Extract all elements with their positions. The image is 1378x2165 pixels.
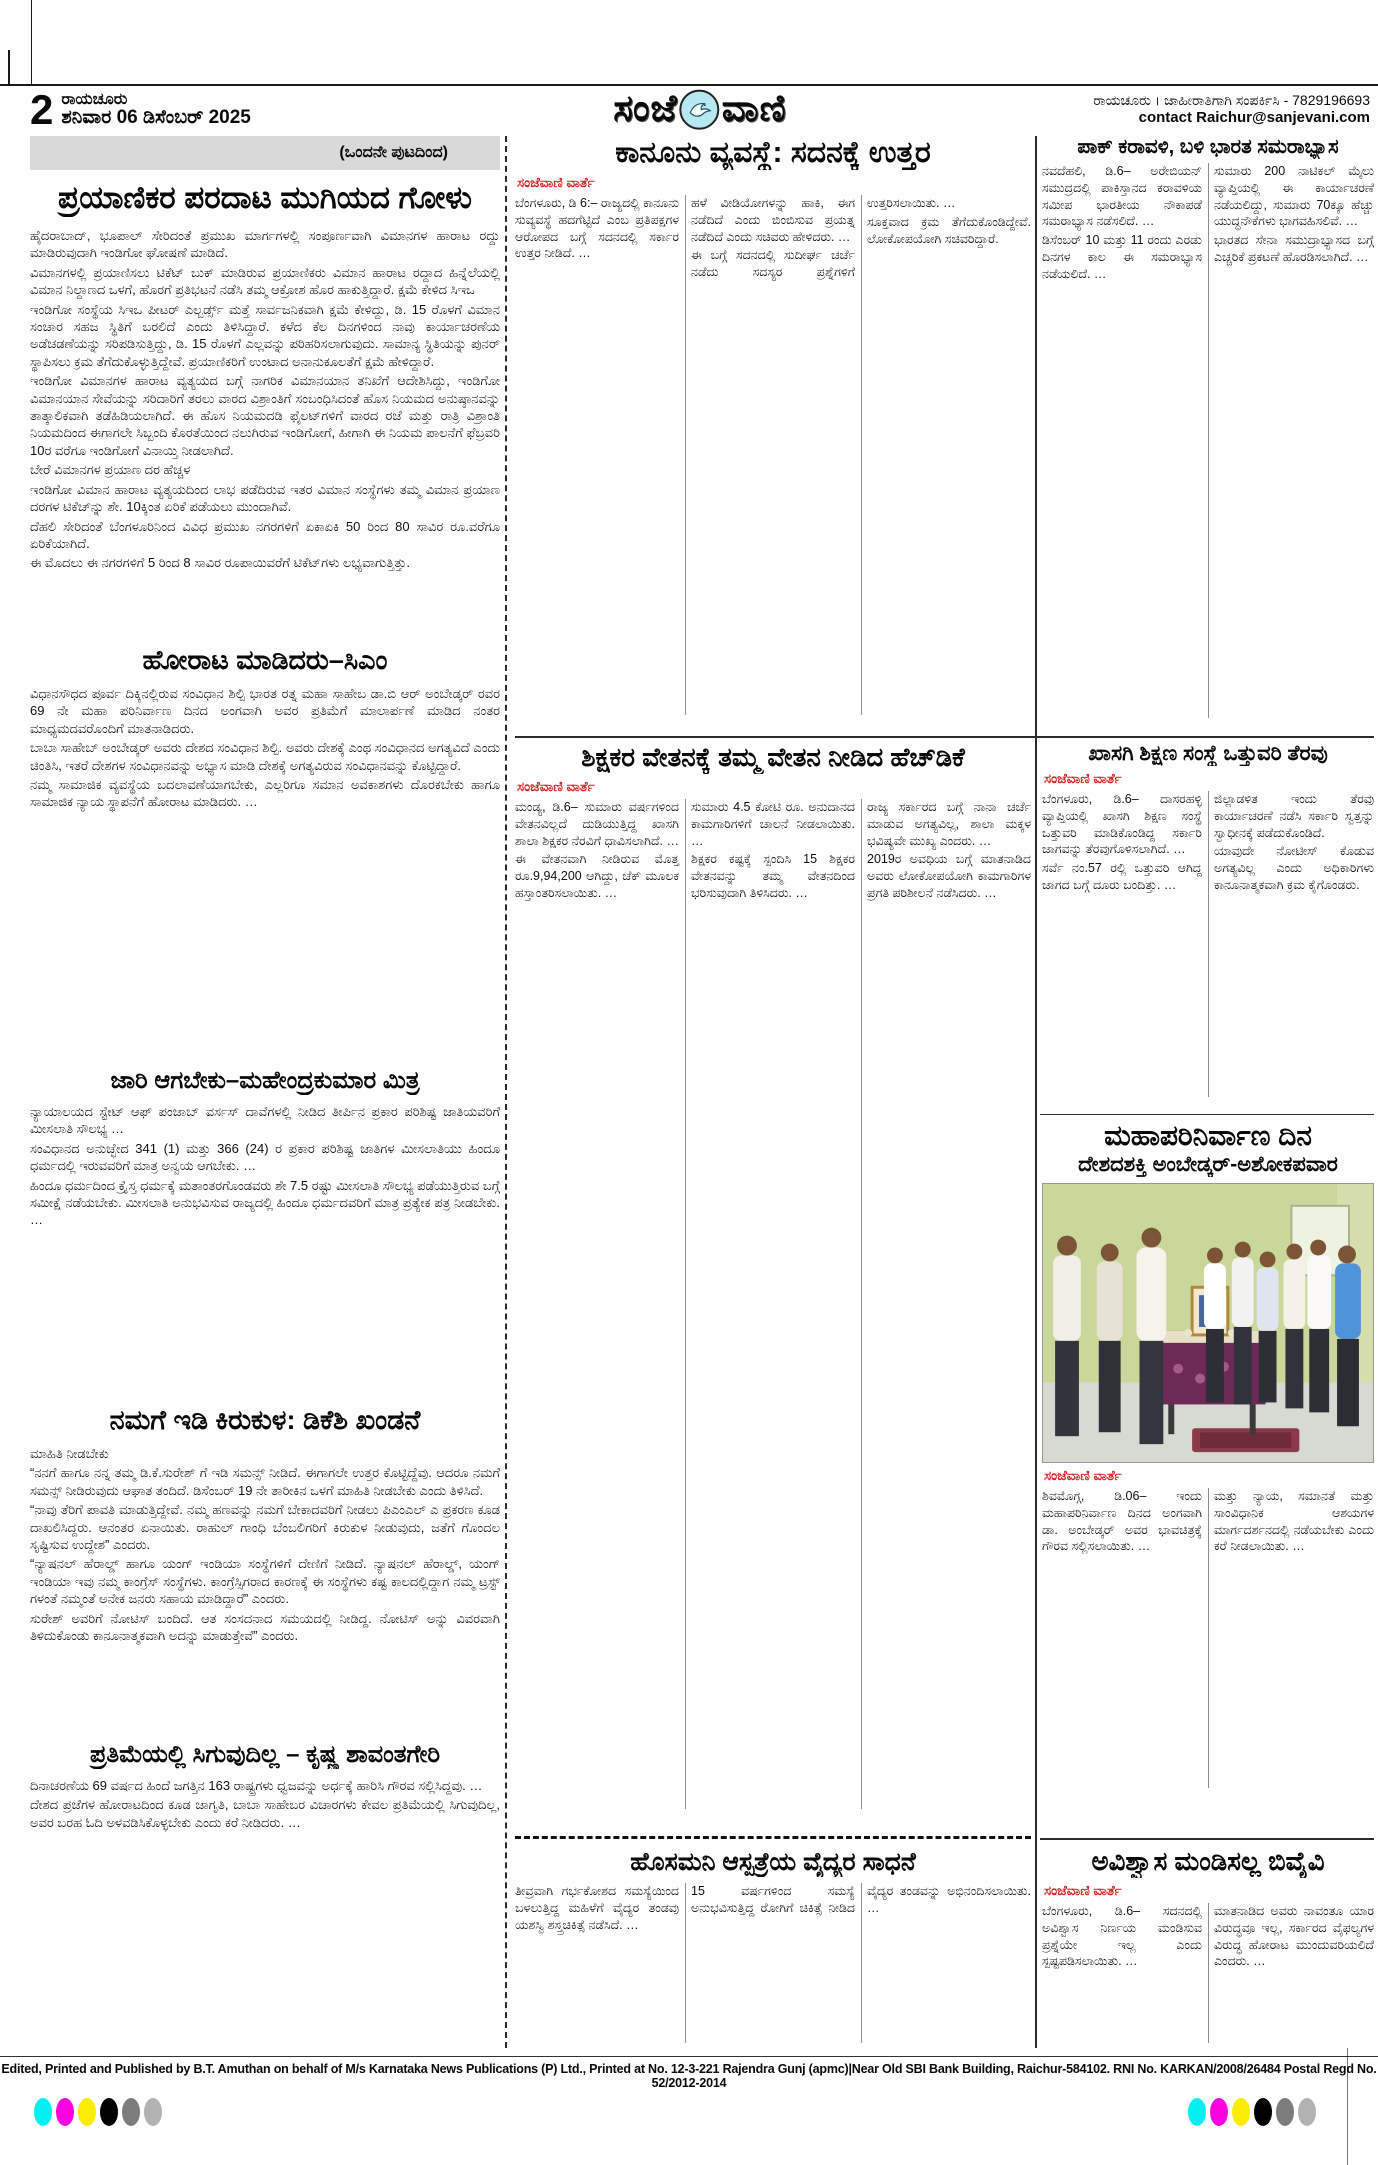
body-paragraph: ಸುರೇಶ್ ಅವರಿಗೆ ನೋಟಿಸ್ ಬಂದಿದೆ. ಆತ ಸಂಸದನಾದ ಸಮಯದಲ್ಲಿ ನೀಡಿದ್ದ. ನೋಟಿಸ್ ಅನ್ನು ವಿವರವಾಗಿ ತಿಳಿದುಕೊಂಡು ಕಾನೂನಾತ್ಮಕವಾಗಿ ಅದನ್ನು ಮಾಡುತ್ತೇವೆ” ಎಂದರು. [30,1610,500,1644]
story-hdk-teacher-salary [515,742,1031,1832]
body-paragraph: ಬೆಂಗಳೂರು, ಡಿ 6:– ರಾಜ್ಯದಲ್ಲಿ ಕಾನೂನು ಸುವ್ಯವಸ್ಥೆ ಹದಗೆಟ್ಟಿದೆ ಎಂಬ ಪ್ರತಿಪಕ್ಷಗಳ ಆರೋಪದ ಬಗ್ಗೆ ಸದನದಲ್ಲಿ ಸರ್ಕಾರ ಉತ್ತರ ನೀಡಿದೆ. … [515,196,679,261]
story-headline-line2: ದೇಶದಶಕ್ತಿ ಅಂಬೇಡ್ಕರ್-ಅಶೋಕಪವಾರ [1078,1153,1338,1176]
body-paragraph: ಮಾಹಿತಿ ನೀಡಬೇಕು [30,1446,109,1461]
registration-dot [100,2098,118,2126]
story-body [30,1103,500,1395]
story-body [1042,791,1374,1097]
story-headline: ಅವಿಶ್ವಾಸ ಮಂಡಿಸಲ್ಲ ಬಿವೈವಿ [1091,1846,1325,1876]
body-paragraph: ಸುಮಾರು 4.5 ಕೋಟಿ ರೂ. ಅನುದಾನದ ಕಾಮಗಾರಿಗಳಿಗೆ ಚಾಲನೆ ನೀಡಲಾಯಿತು. … [691,800,855,848]
trim-mark [31,0,32,84]
masthead-text-left: ಸಂಜೆ [613,88,678,130]
section-rule [1040,1114,1374,1115]
story-law-order [515,136,1031,734]
advert-contact-line: ರಾಯಚೂರು । ಜಾಹೀರಾತಿಗಾಗಿ ಸಂಪರ್ಕಿಸಿ - 7829196693 [1093,91,1370,108]
byline-sanjevani-vaarte: ಸಂಜೆವಾಣಿ ವಾರ್ತೆ [517,175,595,190]
registration-dot [1210,2098,1228,2126]
registration-dot [122,2098,140,2126]
story-body [515,195,1031,715]
body-paragraph: ಹಳೆ ವೀಡಿಯೋಗಳನ್ನು ಹಾಕಿ, ಈಗ ನಡೆದಿದೆ ಎಂದು ಬಿಂಬಿಸುವ ಪ್ರಯತ್ನ ನಡೆದಿದೆ ಎಂದು ಸಚಿವರು ಹೇಳಿದರು. … [691,196,855,244]
edition-block [61,91,250,129]
story-body [30,1777,500,2017]
story-headline: ನಮಗೆ ಇಡಿ ಕಿರುಕುಳ: ಡಿಕೆಶಿ ಖಂಡನೆ [109,1405,421,1435]
body-paragraph: 15 ವರ್ಷಗಳಿಂದ ಸಮಸ್ಯೆ ಅನುಭವಿಸುತ್ತಿದ್ದ ರೋಗಿಗೆ ಚಿಕಿತ್ಸೆ ನೀಡಿದ ವೈದ್ಯರ ತಂಡವನ್ನು ಅಭಿನಂದಿಸಲಾಯಿತು. … [691,1884,1031,1915]
column-divider-solid [1035,136,1037,2048]
body-paragraph: ಮಾತನಾಡಿದ ಅವರು ನಾವಂತೂ ಯಾರ ವಿರುದ್ಧವೂ ಇಲ್ಲ, ಸರ್ಕಾರದ ವೈಫಲ್ಯಗಳ ವಿರುದ್ಧ ಹೋರಾಟ ಮುಂದುವರಿಯಲಿದೆ ಎಂದರು. … [1214,1904,1374,1969]
byline-sanjevani-vaarte: ಸಂಜೆವಾಣಿ ವಾರ್ತೆ [517,779,595,794]
body-paragraph: ಮತ್ತು ನ್ಯಾಯ, ಸಮಾನತೆ ಮತ್ತು ಸಾಂವಿಧಾನಿಕ ಆಶಯಗಳ ಮಾರ್ಗದರ್ಶನದಲ್ಲಿ ನಡೆಯಬೇಕು ಎಂದು ಕರೆ ನೀಡಲಾಯಿತು. … [1214,1489,1374,1554]
story-headline-line1: ಮಹಾಪರಿನಿರ್ವಾಣ ದಿನ [1104,1120,1312,1151]
ceremony-photo [1042,1183,1374,1463]
registration-dot [1232,2098,1250,2126]
body-paragraph: ಜಿಲ್ಲಾಡಳಿತ ಇಂದು ತೆರವು ಕಾರ್ಯಾಚರಣೆ ನಡೆಸಿ ಸರ್ಕಾರಿ ಸ್ವತ್ತನ್ನು ಸ್ವಾಧೀನಕ್ಕೆ ಪಡೆದುಕೊಂಡಿದೆ. [1214,792,1374,840]
body-paragraph: ಮಂಡ್ಯ, ಡಿ.6– ಸುಮಾರು ವರ್ಷಗಳಿಂದ ವೇತನವಿಲ್ಲದೆ ದುಡಿಯುತ್ತಿದ್ದ ಖಾಸಗಿ ಶಾಲಾ ಶಿಕ್ಷಕರ ನೆರವಿಗೆ ಧಾವಿಸಲಾಗಿದೆ. … [515,800,680,848]
column-divider-dashed [505,136,507,2048]
footer-rule [0,2056,1378,2057]
masthead [613,88,786,131]
section-rule [1040,1838,1374,1840]
body-paragraph: ರಾಜ್ಯ ಸರ್ಕಾರದ ಬಗ್ಗೆ ನಾನಾ ಚರ್ಚೆ ಮಾಡುವ ಅಗತ್ಯವಿಲ್ಲ, ಶಾಲಾ ಮಕ್ಕಳ ಭವಿಷ್ಯವೇ ಮುಖ್ಯ ಎಂದರು. … [867,800,1031,848]
registration-dot [56,2098,74,2126]
story-headline: ಹೊಸಮನಿ ಆಸ್ಪತ್ರೆಯ ವೈದ್ಯರ ಸಾಧನೆ [630,1848,916,1876]
registration-dots-right [1188,2098,1316,2126]
story-body [515,799,1031,1809]
registration-dot [1188,2098,1206,2126]
body-paragraph: ಇಂಡಿಗೋ ವಿಮಾನಗಳ ಹಾರಾಟ ವ್ಯತ್ಯಯದ ಬಗ್ಗೆ ನಾಗರಿಕ ವಿಮಾನಯಾನ ತನಿಖೆಗೆ ಆದೇಶಿಸಿದ್ದು, ಇಂಡಿಗೋ ವಿಮಾನಯಾನ ಸೇವೆಯನ್ನು ಸರಿದಾರಿಗೆ ತರಲು ವಾರದ ವಿಶ್ರಾಂತಿಗೆ ಸಂಬಂಧಿಸಿದಂತೆ ಹೊಸ ನಿಯಮದ ಅನುಷ್ಠಾನವನ್ನು ತಾತ್ಕಾಲಿಕವಾಗಿ ತಡೆಹಿಡಿಯಲಾಗಿದೆ. ಈ ಹೊಸ ನಿಯಮದಡಿ ಫೈಲಟ್‌ಗಳಿಗೆ ವಾರದ ರಜೆ ಮತ್ತು ರಾತ್ರಿ ವಿಶ್ರಾಂತಿ ನಿಯಮದಿಂದ ಈಗಾಗಲೇ ಸಿಬ್ಬಂದಿ ಕೊರತೆಯಿಂದ ನಲುಗಿರುವ ಇಂಡಿಗೋಗೆ, ಹೀಗಾಗಿ ಈ ನಿಯಮ ಪಾಲನೆಗೆ ಫೆಬ್ರವರಿ 10ರ ವರೆಗೂ ಇಂಡಿಗೋಗೆ ವಿನಾಯ್ತಿ ನೀಡಲಾಗಿದೆ. [30,373,500,458]
story-body [30,1445,500,1731]
body-paragraph: ಬೇರೆ ವಿಮಾನಗಳ ಪ್ರಯಾಣ ದರ ಹೆಚ್ಚಳ [30,462,191,478]
body-paragraph: ತೀವ್ರವಾಗಿ ಗರ್ಭಕೋಶದ ಸಮಸ್ಯೆಯಿಂದ ಬಳಲುತ್ತಿದ್ದ ಮಹಿಳೆಗೆ ವೈದ್ಯರ ತಂಡವು ಯಶಸ್ವಿ ಶಸ್ತ್ರಚಿಕಿತ್ಸೆ ನಡೆಸಿದೆ. … [515,1884,679,1932]
edition-location: ರಾಯಚೂರು [61,90,128,108]
body-paragraph: ಸಂವಿಧಾನದ ಅನುಚ್ಛೇದ 341 (1) ಮತ್ತು 366 (24) ರ ಪ್ರಕಾರ ಪರಿಶಿಷ್ಟ ಜಾತಿಗಳ ಮೀಸಲಾತಿಯು ಹಿಂದೂ ಧರ್ಮದಲ್ಲಿ ಇರುವವರಿಗೆ ಮಾತ್ರ ಅನ್ವಯ ಆಗಬೇಕು. … [30,1140,500,1174]
trim-mark [8,50,10,84]
imprint-line: Edited, Printed and Published by B.T. Amuthan on behalf of M/s Karnataka News Publications (P) Ltd., Printed at No. 12-3-221 Rajendra Gunj (apmc)|Near Old SBI Bank Building, Raichur-584102. RNI No. KARKAN/2008/26484 Postal Regd No. 52/2012-2014 [1,2062,1377,2090]
body-paragraph: ಶಿವಮೊಗ್ಗ, ಡಿ.06– ಇಂದು ಮಹಾಪರಿನಿರ್ವಾಣ ದಿನದ ಅಂಗವಾಗಿ ಡಾ. ಅಂಬೇಡ್ಕರ್ ಅವರ ಭಾವಚಿತ್ರಕ್ಕೆ ಗೌರವ ಸಲ್ಲಿಸಲಾಯಿತು. … [1042,1489,1202,1554]
body-paragraph: ಹೈದರಾಬಾದ್, ಭೂಪಾಲ್ ಸೇರಿದಂತೆ ಪ್ರಮುಖ ಮಾರ್ಗಗಳಲ್ಲಿ ಸಂಪೂರ್ಣವಾಗಿ ವಿಮಾನಗಳ ಹಾರಾಟ ರದ್ದು ಮಾಡಿರುವುದಾಗಿ ಇಂಡಿಗೋ ಘೋಷಣೆ ಮಾಡಿದೆ. [30,228,500,261]
story-passenger-woes [30,136,500,2056]
edition-date: ಶನಿವಾರ 06 ಡಿಸೆಂಬರ್ 2025 [61,107,251,129]
body-paragraph: ಸುಮಾರು 200 ನಾಟಿಕಲ್ ಮೈಲು ವ್ಯಾಪ್ತಿಯಲ್ಲಿ ಈ ಕಾರ್ಯಾಚರಣೆ ನಡೆಯಲಿದ್ದು, ಸುಮಾರು 70ಕ್ಕೂ ಹೆಚ್ಚು ಯುದ್ಧನೌಕೆಗಳು ಭಾಗವಹಿಸಲಿವೆ. … [1214,164,1374,229]
body-paragraph: ನಮ್ಮ ಸಾಮಾಜಿಕ ವ್ಯವಸ್ಥೆಯ ಬದಲಾವಣೆಯಾಗಬೇಕು, ಎಲ್ಲರಿಗೂ ಸಮಾನ ಅವಕಾಶಗಳು ದೊರಕಬೇಕು ಹಾಗೂ ಸಾಮಾಜಿಕ ನ್ಯಾಯ ಸ್ಥಾಪನೆಗೆ ಹೋರಾಟ ಮಾಡಿದರು. … [30,777,500,810]
body-paragraph: ದೆಹಲಿ ಸೇರಿದಂತೆ ಬೆಂಗಳೂರಿನಿಂದ ವಿವಿಧ ಪ್ರಮುಖ ನಗರಗಳಿಗೆ ಏಕಾಏಕಿ 50 ರಿಂದ 80 ಸಾವಿರ ರೂ.ವರೆಗೂ ಏರಿಕೆಯಾಗಿದೆ. [30,518,500,551]
continued-from-tag: (ಒಂದನೇ ಪುಟದಿಂದ) [30,136,500,170]
body-paragraph: “ನ್ಯಾಷನಲ್ ಹೆರಾಲ್ಡ್ ಹಾಗೂ ಯಂಗ್ ಇಂಡಿಯಾ ಸಂಸ್ಥೆಗಳಿಗೆ ದೇಣಿಗೆ ನೀಡಿದೆ. ನ್ಯಾಷನಲ್ ಹೆರಾಲ್ಡ್, ಯಂಗ್ ಇಂಡಿಯಾ ಇವು ನಮ್ಮ ಕಾಂಗ್ರೆಸ್ ಸಂಸ್ಥೆಗಳು. ಕಾಂಗ್ರೆಸ್ಸಿಗರಾದ ಕಾರಣಕ್ಕೆ ಈ ಸಂಸ್ಥೆಗಳು ಕಷ್ಟ ಕಾಲದಲ್ಲಿದ್ದಾಗ ನಮ್ಮ ಟ್ರಸ್ಟ್ ಗಳಂತೆ ನಮ್ಮಂತೆ ಅನೇಕ ಜನರು ಸಹಾಯ ಮಾಡಿದ್ದಾರೆ” ಎಂದರು. [30,1556,500,1607]
dove-icon [685,94,715,124]
story-headline: ಪ್ರಯಾಣಿಕರ ಪರದಾಟ ಮುಗಿಯದ ಗೋಳು [58,180,472,215]
body-paragraph: ದೇಶದ ಪ್ರಜೆಗಳ ಹೋರಾಟದಿಂದ ಕೂಡ ಜಾಗೃತಿ, ಬಾಬಾ ಸಾಹೇಬರ ವಿಚಾರಗಳು ಕೇವಲ ಪ್ರತಿಮೆಯಲ್ಲಿ ಸಿಗುವುದಿಲ್ಲ, ಅವರ ಬರಹ ಓದಿ ಅಳವಡಿಸಿಕೊಳ್ಳಬೇಕು ಎಂದು ಕರೆ ನೀಡಿದರು. … [30,1797,500,1830]
registration-dot [1254,2098,1272,2126]
body-paragraph: ವಿಧಾನಸೌಧದ ಪೂರ್ವ ದಿಕ್ಕಿನಲ್ಲಿರುವ ಸಂವಿಧಾನ ಶಿಲ್ಪಿ ಭಾರತ ರತ್ನ ಮಹಾ ಸಾಹೇಬ ಡಾ.ಬಿ ಆರ್ ಅಂಬೇಡ್ಕರ್ ರವರ 69 ನೇ ಮಹಾ ಪರಿನಿರ್ವಾಣ ದಿನದ ಅಂಗವಾಗಿ ಅವರ ಪ್ರತಿಮೆಗೆ ಮಾಲಾರ್ಪಣೆ ಮಾಡಿದ ನಂತರ ಮಾಧ್ಯಮದವರೊಂದಿಗೆ ಮಾತನಾಡಿದರು. [30,686,500,736]
story-headline: ಜಾರಿ ಆಗಬೇಕು–ಮಹೇಂದ್ರಕುಮಾರ ಮಿತ್ರ [110,1067,420,1094]
page-number: 2 [30,86,54,134]
story-pak-coast-exercise [1042,136,1374,734]
story-private-school-eviction [1042,742,1374,1112]
registration-dot [1298,2098,1316,2126]
story-hosamani-hospital [515,1844,1031,2050]
body-paragraph: “ನನಗೆ ಹಾಗೂ ನನ್ನ ತಮ್ಮ ಡಿ.ಕೆ.ಸುರೇಶ್ ಗೆ ಇಡಿ ಸಮನ್ಸ್ ನೀಡಿದೆ. ಈಗಾಗಲೇ ಉತ್ತರ ಕೊಟ್ಟಿದ್ದೆವು. ಆದರೂ ನಮಗೆ ಸಮನ್ಸ್ ನೀಡಿರುವುದು ಆಘಾತ ತಂದಿದೆ. ಡಿಸೆಂಬರ್ 19 ನೇ ತಾರೀಕಿನ ಒಳಗೆ ಮಾಹಿತಿ ನೀಡಬೇಕು ಎಂದು ತಿಳಿಸಿದೆ. [30,1465,500,1498]
body-paragraph: ಸರ್ವೆ ನಂ.57 ರಲ್ಲಿ ಒತ್ತುವರಿ ಆಗಿದ್ದ ಜಾಗದ ಬಗ್ಗೆ ದೂರು ಬಂದಿತ್ತು. … [1042,861,1202,892]
body-paragraph: ಬೆಂಗಳೂರು, ಡಿ.6– ಸದನದಲ್ಲಿ ಅವಿಶ್ವಾಸ ನಿರ್ಣಯ ಮಂಡಿಸುವ ಪ್ರಶ್ನೆಯೇ ಇಲ್ಲ ಎಂದು ಸ್ಪಷ್ಟಪಡಿಸಲಾಯಿತು. … [1042,1904,1202,1969]
story-headline: ಪ್ರತಿಮೆಯಲ್ಲಿ ಸಿಗುವುದಿಲ್ಲ – ಕೃಷ್ಣ ಶಾವಂತಗೇರಿ [89,1741,441,1768]
body-paragraph: ಯಾವುದೇ ನೋಟೀಸ್ ಕೊಡುವ ಅಗತ್ಯವಿಲ್ಲ ಎಂದು ಅಧಿಕಾರಿಗಳು ಕಾನೂನಾತ್ಮಕವಾಗಿ ಕ್ರಮ ಕೈಗೊಂಡರು. [1214,844,1374,892]
top-rule [0,84,1378,86]
page-header [30,88,1370,132]
byline-sanjevani-vaarte: ಸಂಜೆವಾಣಿ ವಾರ್ತೆ [1044,1883,1122,1898]
body-paragraph: ಡಿಸೆಂಬರ್ 10 ಮತ್ತು 11 ರಂದು ಎರಡು ದಿನಗಳ ಕಾಲ ಈ ಸಮರಾಭ್ಯಾಸ ನಡೆಯಲಿದೆ. … [1042,233,1202,281]
body-paragraph: ಸೂಕ್ತವಾದ ಕ್ರಮ ತೆಗೆದುಕೊಂಡಿದ್ದೇವೆ. ಲೋಕೋಪಯೋಗಿ ಸಚಿವರಿದ್ದಾರೆ. [867,214,1031,246]
masthead-text-right: ವಾಣಿ [721,88,787,130]
body-paragraph: ಈ ಮೊದಲು ಈ ನಗರಗಳಿಗೆ 5 ರಿಂದ 8 ಸಾವಿರ ರೂಪಾಯಿವರೆಗೆ ಟಿಕೆಟ್‌ಗಳು ಲಭ್ಯವಾಗುತ್ತಿತ್ತು. [30,555,410,571]
body-paragraph: ನವದೆಹಲಿ, ಡಿ.6– ಅರೇಬಿಯನ್ ಸಮುದ್ರದಲ್ಲಿ ಪಾಕಿಸ್ತಾನದ ಕರಾವಳಿಯ ಸಮೀಪ ಭಾರತೀಯ ನೌಕಾಪಡೆ ಸಮರಾಭ್ಯಾಸ ನಡೆಸಲಿದೆ. … [1042,164,1202,229]
registration-dot [144,2098,162,2126]
masthead-dove-logo [680,89,720,129]
body-paragraph: ಹಿಂದೂ ಧರ್ಮದಿಂದ ಕ್ರೈಸ್ತ ಧರ್ಮಕ್ಕೆ ಮತಾಂತರಗೊಂಡವರು ಶೇ 7.5 ರಷ್ಟು ಮೀಸಲಾತಿ ಸೌಲಭ್ಯ ಪಡೆಯುತ್ತಿರುವ ಬಗ್ಗೆ ಸಮೀಕ್ಷೆ ನಡೆಯಬೇಕು. ಮೀಸಲಾತಿ ಅನುಭವಿಸುವ ರಾಜ್ಯದಲ್ಲಿ ಹಿಂದೂ ಧರ್ಮದವರಿಗೆ ಮಾತ್ರ ಪ್ರತ್ಯೇಕ ಪತ್ರ ನೀಡಬೇಕು. … [30,1177,500,1228]
section-rule-dashed [515,1836,1031,1839]
registration-dots-left [34,2098,162,2126]
story-body [30,685,500,1057]
body-paragraph: ವಿಮಾನಗಳಲ್ಲಿ ಪ್ರಯಾಣಿಸಲು ಟಿಕೆಟ್ ಬುಕ್ ಮಾಡಿರುವ ಪ್ರಯಾಣಿಕರು ವಿಮಾನ ಹಾರಾಟ ರದ್ದಾದ ಹಿನ್ನೆಲೆಯಲ್ಲಿ ವಿಮಾನ ನಿಲ್ದಾಣದ ಒಳಗೆ, ಹೊರಗೆ ಪ್ರತಿಭಟನೆ ನಡೆಸಿ ತಮ್ಮ ಆಕ್ರೋಶ ಹೊರ ಹಾಕುತ್ತಿದ್ದಾರೆ. ಕ್ಷಮೆ ಕೇಳಿದ ಸಿಇಒ [30,264,500,298]
story-no-confidence-motion [1042,1846,1374,2050]
body-paragraph: ಶಿಕ್ಷಕರ ಕಷ್ಟಕ್ಕೆ ಸ್ಪಂದಿಸಿ 15 ಶಿಕ್ಷಕರ ವೇತನವನ್ನು ತಮ್ಮ ವೇತನದಿಂದ ಭರಿಸುವುದಾಗಿ ತಿಳಿಸಿದರು. … [691,852,855,900]
section-rule [515,736,1374,738]
story-headline: ಶಿಕ್ಷಕರ ವೇತನಕ್ಕೆ ತಮ್ಮ ವೇತನ ನೀಡಿದ ಹೆಚ್‌ಡಿಕೆ [581,742,965,772]
body-paragraph: ಬೆಂಗಳೂರು, ಡಿ.6– ದಾಸರಹಳ್ಳಿ ವ್ಯಾಪ್ತಿಯಲ್ಲಿ ಖಾಸಗಿ ಶಿಕ್ಷಣ ಸಂಸ್ಥೆ ಒತ್ತುವರಿ ಮಾಡಿಕೊಂಡಿದ್ದ ಸರ್ಕಾರಿ ಜಾಗವನ್ನು ತೆರವುಗೊಳಿಸಲಾಗಿದೆ. … [1042,792,1202,857]
body-paragraph: ಇಂಡಿಗೋ ಸಂಸ್ಥೆಯ ಸಿಇಒ ಪೀಟರ್ ಎಲ್ಬರ್ಡ್ಸ್ ಮತ್ತೆ ಸಾರ್ವಜನಿಕವಾಗಿ ಕ್ಷಮೆ ಕೇಳಿದ್ದು, ಡಿ. 15 ರೊಳಗೆ ವಿಮಾನ ಸಂಚಾರ ಸಹಜ ಸ್ಥಿತಿಗೆ ಬರಲಿದೆ ಎಂದು ತಿಳಿಸಿದ್ದಾರೆ. ಕಳೆದ ಕೆಲ ದಿನಗಳಿಂದ ನಾವು ಕಾರ್ಯಾಚರಣೆಯ ಅಡೆಚಡಣೆಯನ್ನು ಸರಿಪಡಿಸುತ್ತಿದ್ದು, ಡಿ. 15 ರೊಳಗೆ ಎಲ್ಲವನ್ನು ಪರಿಹರಿಸಲಾಗುವುದು. ಸಾಮಾನ್ಯ ಸ್ಥಿತಿಯನ್ನು ಪುನರ್ ಸ್ಥಾಪಿಸಲು ಕ್ರಮ ತೆಗೆದುಕೊಳ್ಳುತ್ತಿದ್ದೇವೆ. ಪ್ರಯಾಣಿಕರಿಗೆ ಉಂಟಾದ ಅನಾನುಕೂಲತೆಗೆ ಕ್ಷಮೆ ಹೇಳಿದ್ದಾರೆ. [30,301,500,369]
body-paragraph: ಈ ವೇತನವಾಗಿ ನೀಡಿರುವ ಮೊತ್ತ ರೂ.9,94,200 ಆಗಿದ್ದು, ಚೆಕ್ ಮೂಲಕ ಹಸ್ತಾಂತರಿಸಲಾಯಿತು. … [515,852,679,900]
body-paragraph: “ನಾವು ತೆರಿಗೆ ಪಾವತಿ ಮಾಡುತ್ತಿದ್ದೇವೆ. ನಮ್ಮ ಹಣವನ್ನು ನಮಗೆ ಬೇಕಾದವರಿಗೆ ನೀಡಲು ಪಿಎಂಎಲ್ ಎ ಪ್ರಕರಣ ಕೂಡ ದಾಖಲಿಸಿದ್ದರು. ಆನಂತರ ಏನಾಯಿತು. ರಾಹುಲ್ ಗಾಂಧಿ ಬೆಂಬಲಿಗರಿಗೆ ಕಿರುಕುಳ ನೀಡುವುದು, ಜತೆಗೆ ಗೊಂದಲ ಸೃಷ್ಟಿಸುವ ಉದ್ದೇಶ” ಎಂದರು. [30,1502,500,1553]
body-paragraph: 2019ರ ಅವಧಿಯ ಬಗ್ಗೆ ಮಾತನಾಡಿದ ಅವರು ಲೋಕೋಪಯೋಗಿ ಕಾಮಗಾರಿಗಳ ಪ್ರಗತಿ ಪರಿಶೀಲನೆ ನಡೆಸಿದರು. … [867,852,1031,900]
contact-block [1093,92,1370,128]
contact-email: contact Raichur@sanjevani.com [1138,109,1370,127]
story-body [515,1883,1031,2043]
story-headline: ಖಾಸಗಿ ಶಿಕ್ಷಣ ಸಂಸ್ಥೆ ಒತ್ತುವರಿ ತೆರವು [1088,742,1328,765]
story-headline: ಕಾನೂನು ವ್ಯವಸ್ಥೆ: ಸದನಕ್ಕೆ ಉತ್ತರ [615,136,931,169]
registration-dot [34,2098,52,2126]
story-body [1042,163,1374,718]
story-mahaparinirvana-day [1042,1120,1374,1834]
body-paragraph: ನ್ಯಾಯಾಲಯದ ಸ್ಟೇಟ್ ಆಫ್ ಪಂಜಾಬ್ ವರ್ಸಸ್ ದಾವೆಗಳಲ್ಲಿ ನೀಡಿದ ತೀರ್ಪಿನ ಪ್ರಕಾರ ಪರಿಶಿಷ್ಟ ಜಾತಿಯವರಿಗೆ ಮೀಸಲಾತಿ ಸೌಲಭ್ಯ … [30,1104,500,1137]
body-paragraph: ದಿನಾಚರಣೆಯ 69 ವರ್ಷದ ಹಿಂದೆ ಜಗತ್ತಿನ 163 ರಾಷ್ಟ್ರಗಳು ಧ್ವಜವನ್ನು ಅರ್ಧಕ್ಕೆ ಹಾರಿಸಿ ಗೌರವ ಸಲ್ಲಿಸಿದ್ದವು. … [30,1778,483,1793]
registration-dot [78,2098,96,2126]
body-paragraph: ಇಂಡಿಗೋ ವಿಮಾನ ಹಾರಾಟ ವ್ಯತ್ಯಯದಿಂದ ಲಾಭ ಪಡೆದಿರುವ ಇತರ ವಿಮಾನ ಸಂಸ್ಥೆಗಳು ತಮ್ಮ ವಿಮಾನ ಪ್ರಯಾಣ ದರಗಳ ಟಿಕೆಚ್‌ನ್ನು ಶೇ. 10ಕ್ಕಿಂತ ಏರಿಕೆ ಪಡೆಯಲು ಮುಂದಾಗಿವೆ. [30,481,500,515]
byline-sanjevani-vaarte: ಸಂಜೆವಾಣಿ ವಾರ್ತೆ [1044,1468,1122,1483]
story-body [1042,1488,1374,1788]
story-body [30,227,500,635]
story-body [1042,1903,1374,2043]
body-paragraph: ಬಾಬಾ ಸಾಹೇಬ್ ಅಂಬೇಡ್ಕರ್ ಅವರು ದೇಶದ ಸಂವಿಧಾನ ಶಿಲ್ಪಿ. ಅವರು ದೇಶಕ್ಕೆ ಎಂಥ ಸಂವಿಧಾನದ ಅಗತ್ಯವಿದೆ ಎಂದು ಚಿಂತಿಸಿ, ಇತರೆ ದೇಶಗಳ ಸಂವಿಧಾನವನ್ನು ಅಭ್ಯಾಸ ಮಾಡಿ ದೇಶಕ್ಕೆ ಅಗತ್ಯವಿರುವ ಸಂವಿಧಾನವನ್ನು ಕೊಟ್ಟಿದ್ದಾರೆ. [30,740,500,773]
registration-dot [1276,2098,1294,2126]
story-headline: ಪಾಕ್ ಕರಾವಳಿ, ಬಳಿ ಭಾರತ ಸಮರಾಭ್ಯಾಸ [1077,136,1339,158]
story-headline: ಹೋರಾಟ ಮಾಡಿದರು–ಸಿಎಂ [142,645,388,675]
body-paragraph: ಈ ಬಗ್ಗೆ ಸದನದಲ್ಲಿ ಸುದೀರ್ಘ ಚರ್ಚೆ ನಡೆದು ಸದಸ್ಯರ ಪ್ರಶ್ನೆಗಳಿಗೆ ಉತ್ತರಿಸಲಾಯಿತು. … [691,196,956,279]
byline-sanjevani-vaarte: ಸಂಜೆವಾಣಿ ವಾರ್ತೆ [1044,771,1122,786]
body-paragraph: ಭಾರತದ ಸೇನಾ ಸಮುದ್ರಾಭ್ಯಾಸದ ಬಗ್ಗೆ ಎಚ್ಚರಿಕೆ ಪ್ರಕಟಣೆ ಹೊರಡಿಸಲಾಗಿದೆ. … [1214,233,1374,264]
